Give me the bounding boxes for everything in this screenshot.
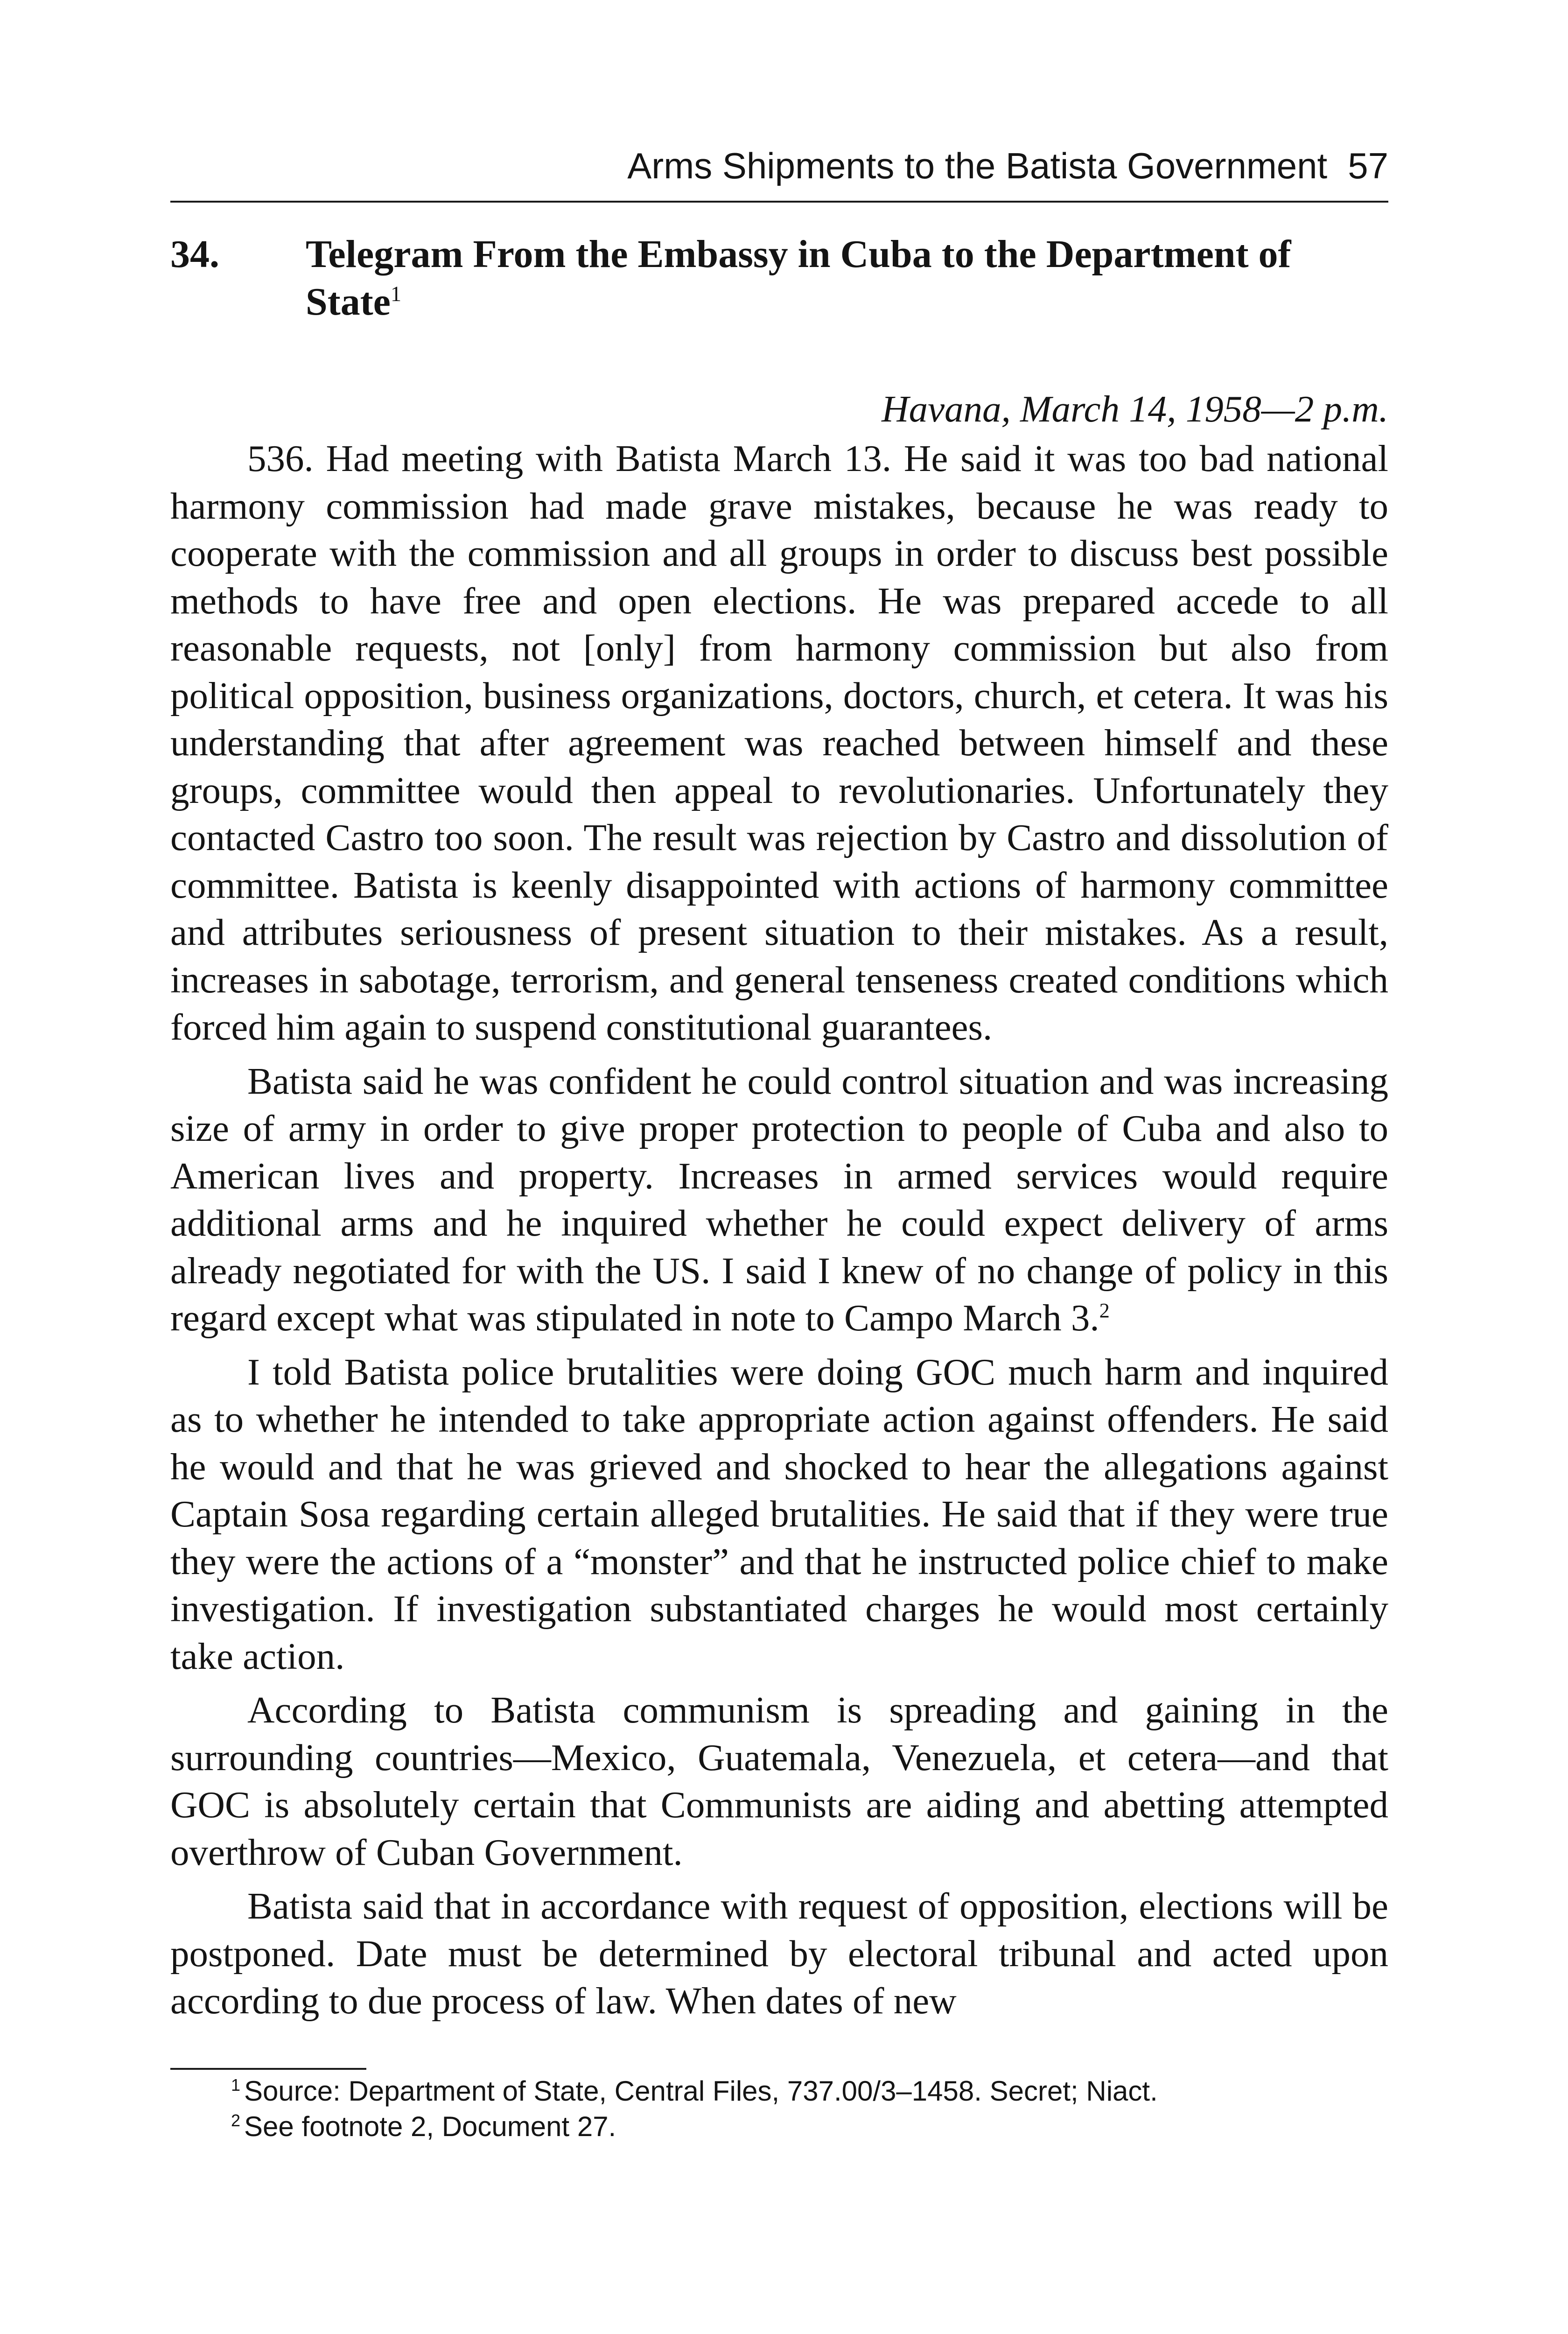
body-paragraph-2 [170,1058,1388,1342]
running-head [170,140,1388,203]
body-paragraph-1: 536. Had meeting with Batista March 13. He said it was too bad national harmony commission had made grave mistakes, because he was ready to cooperate with the commission and all groups in order to discuss best possible methods to have free and open elections. He was prepared accede to all reasonable requests, not [only] from harmony commission but also from political opposition, business organizations, doctors, church, et cetera. It was his understanding that after agreement was reached between himself and these groups, committee would then appeal to revolutionaries. Unfortunately they contacted Castro too soon. The result was rejection by Castro and dissolution of committee. Batista is keenly disappointed with actions of harmony committee and attributes seriousness of present situation to their mistakes. As a result, increases in sabotage, terrorism, and general tenseness created conditions which forced him again to suspend constitutional guarantees. [170,437,1388,1048]
document-title-line-1: Telegram From the Embassy in Cuba to the Department of [306,232,1291,276]
document-title-line-2-text: State [306,280,391,323]
document-heading [170,231,1388,326]
body-paragraph-2-text: Batista said he was confident he could control situation and was increasing size of army in order to give proper protection to people of Cuba and also to American lives and property. Increases in armed services would require additional arms and he inquired whether he could expect delivery of arms already negotiated for with the US. I said I knew of no change of policy in this regard except what was stipulated in note to Campo March 3. [170,1060,1388,1339]
footnote-1-text: Source: Department of State, Central Files, 737.00/3–1458. Secret; Niact. [244,2075,1158,2107]
document-number: 34. [170,232,219,276]
document-title-line-2 [306,278,1388,326]
body-paragraph-5: Batista said that in accordance with request of opposition, elections will be postponed. Date must be determined by electoral tribunal and acted upon according to due process of law. When dates of new [170,1885,1388,2022]
footnote-marker-2[interactable]: 2 [1099,1299,1110,1322]
footnote-rule [170,2068,366,2070]
footnote-2 [170,2109,1388,2144]
footnote-2-marker: 2 [231,2110,241,2130]
footnote-1 [170,2074,1388,2109]
running-head-title: Arms Shipments to the Batista Government [627,145,1328,186]
document-title [306,231,1388,326]
dateline: Havana, March 14, 1958—2 p.m. [882,388,1388,430]
body-paragraph-3: I told Batista police brutalities were doing GOC much harm and inquired as to whether he intended to take appropriate action against offenders. He said he would and that he was grieved and shocked to hear the allegations against Captain Sosa regarding certain alleged brutalities. He said that if they were true they were the actions of a “monster” and that he instructed police chief to make investigation. If investigation substantiated charges he would most certainly take action. [170,1350,1388,1677]
footnote-marker-1[interactable]: 1 [390,282,402,306]
body-paragraph-4: According to Batista communism is spreading and gaining in the surrounding countries—Mexico, Guatemala, Venezuela, et cetera—and that GOC is absolutely certain that Communists are aiding and abetting attempted overthrow of Cuban Government. [170,1689,1388,1873]
page-number: 57 [1348,145,1388,186]
footnote-2-text: See footnote 2, Document 27. [244,2110,616,2142]
footnote-1-marker: 1 [231,2075,241,2095]
document-page [170,140,1388,2334]
